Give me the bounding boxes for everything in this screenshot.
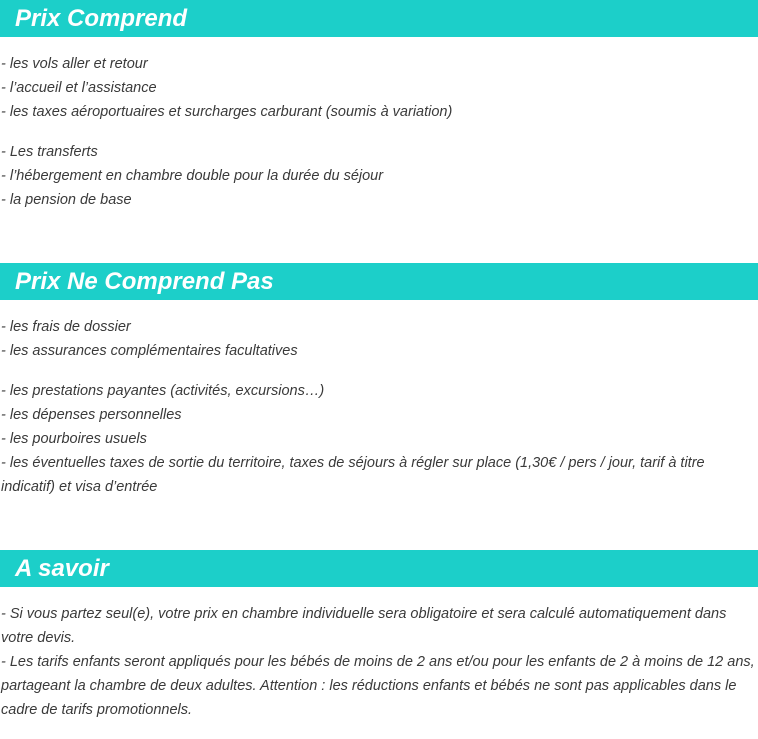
list-item: - l’accueil et l’assistance: [1, 80, 157, 96]
a-savoir-group: [1, 602, 755, 722]
list-item: - les dépenses personnelles: [1, 407, 182, 423]
section-title-prix-ne-comprend-pas: Prix Ne Comprend Pas: [0, 263, 758, 300]
prix-ne-comprend-pas-group-2: [1, 379, 755, 499]
prix-comprend-group-1: [1, 52, 755, 124]
list-item: - l’hébergement en chambre double pour la durée du séjour: [1, 168, 384, 184]
prix-comprend-group-2: [1, 140, 755, 212]
list-item: - les éventuelles taxes de sortie du territoire, taxes de séjours à régler sur place (1,30€ / pers / jour, tarif à titre indicatif) et visa d’entrée: [1, 455, 705, 495]
list-item: - les vols aller et retour: [1, 56, 148, 72]
list-item: - la pension de base: [1, 192, 132, 208]
list-item: - Les tarifs enfants seront appliqués pour les bébés de moins de 2 ans et/ou pour les enfants de 2 à moins de 12 ans, partageant la chambre de deux adultes. Attention : les réductions enfants et bébés ne sont pas applicables dans le cadre de tarifs promotionnels.: [1, 654, 755, 718]
list-item: - les pourboires usuels: [1, 431, 147, 447]
section-title-prix-comprend: Prix Comprend: [0, 0, 758, 37]
prix-ne-comprend-pas-group-1: [1, 315, 755, 363]
list-item: - les prestations payantes (activités, excursions…): [1, 383, 325, 399]
list-item: - les assurances complémentaires facultatives: [1, 343, 298, 359]
list-item: - Si vous partez seul(e), votre prix en chambre individuelle sera obligatoire et sera calculé automatiquement dans votre devis.: [1, 606, 727, 646]
list-item: - les frais de dossier: [1, 319, 131, 335]
list-item: - Les transferts: [1, 144, 98, 160]
list-item: - les taxes aéroportuaires et surcharges carburant (soumis à variation): [1, 104, 453, 120]
section-title-a-savoir: A savoir: [0, 550, 758, 587]
